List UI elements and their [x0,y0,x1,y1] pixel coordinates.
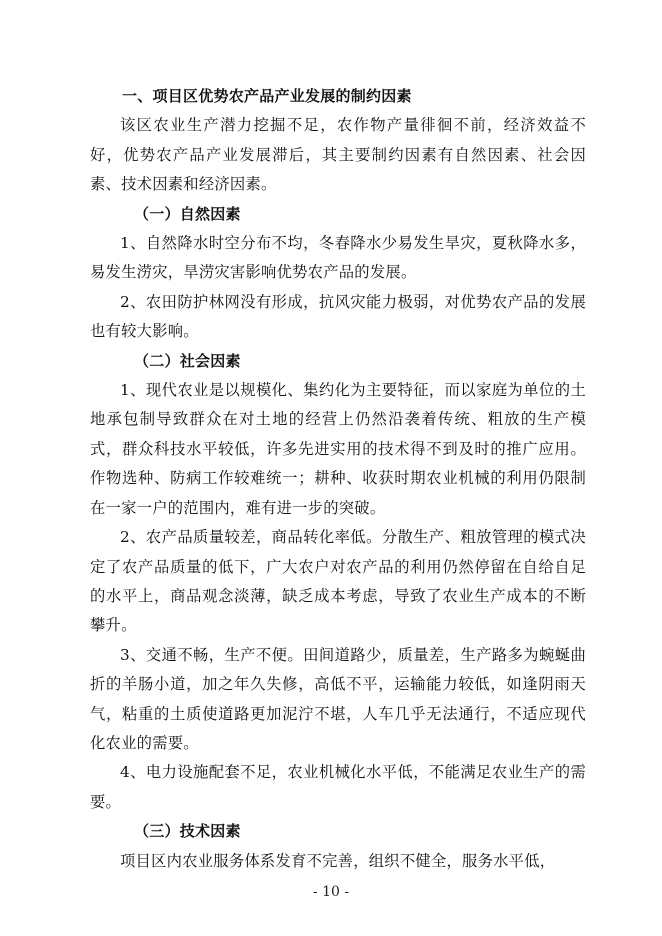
natural-factor-2: 2、农田防护林网没有形成，抗风灾能力极弱，对优势农产品的发展也有较大影响。 [90,292,586,341]
social-factor-3: 3、交通不畅，生产不便。田间道路少，质量差，生产路多为蜿蜒曲折的羊肠小道，加之年久失修，高低不平，运输能力较低，如逢阴雨天气，粘重的土质使道路更加泥泞不堪，人车几乎无法通行，不适应现代化农业的需要。 [90,645,586,752]
technical-factor-1: 项目区内农业服务体系发育不完善，组织不健全，服务水平低， [120,851,556,870]
document-body [90,82,586,876]
social-factors-heading: （二）社会因素 [134,351,241,370]
technical-factors-heading: （三）技术因素 [134,822,241,841]
natural-factor-1: 1、自然降水时空分布不均，冬春降水少易发生旱灾，夏秋降水多，易发生涝灾，旱涝灾害影响优势农产品的发展。 [90,234,586,282]
social-factor-1: 1、现代农业是以规模化、集约化为主要特征，而以家庭为单位的土地承包制导致群众在对土地的经营上仍然沿袭着传统、粗放的生产模式，群众科技水平较低，许多先进实用的技术得不到及时的推广应用。作物选种、防病工作较难统一；耕种、收获时期农业机械的利用仍限制在一家一户的范围内，难有进一步的突破。 [90,381,586,517]
intro-paragraph: 该区农业生产潜力挖掘不足，农作物产量徘徊不前，经济效益不好，优势农产品产业发展滞后，其主要制约因素有自然因素、社会因素、技术因素和经济因素。 [90,116,586,194]
page-number: - 10 - [312,884,350,900]
social-factor-4: 4、电力设施配套不足，农业机械化水平低，不能满足农业生产的需要。 [90,763,586,811]
social-factor-2: 2、农产品质量较差，商品转化率低。分散生产、粗放管理的模式决定了农产品质量的低下，广大农户对农产品的利用仍然停留在自给自足的水平上，商品观念淡薄，缺乏成本考虑，导致了农业生产成本的不断攀升。 [90,528,586,635]
natural-factors-heading: （一）自然因素 [134,204,241,223]
section-title: 一、项目区优势农产品产业发展的制约因素 [122,87,412,105]
